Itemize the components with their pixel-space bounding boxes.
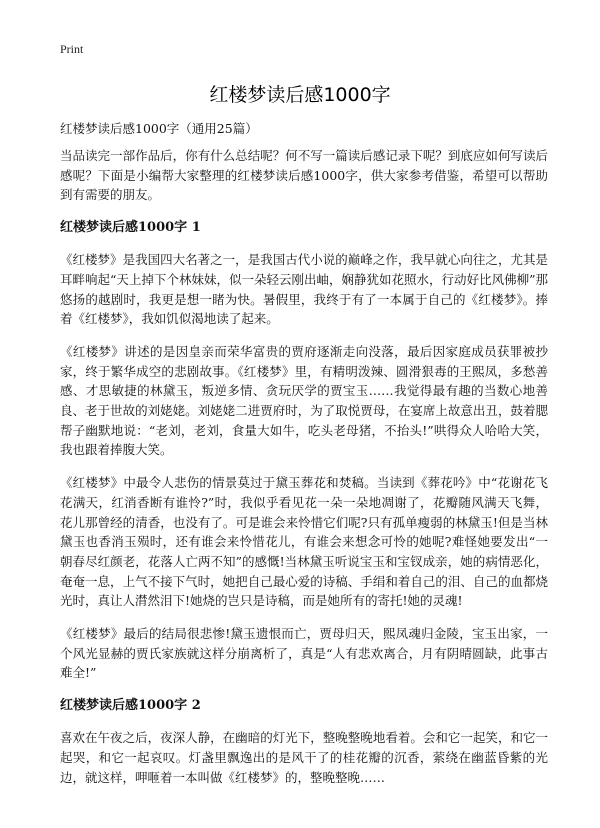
document-subtitle: 红楼梦读后感1000字（通用25篇） (60, 121, 258, 136)
essay-2-paragraph-1: 喜欢在午夜之后，夜深人静，在幽暗的灯光下，整晚整晚地看着。会和它一起笑，和它一起哭，和它一起哀叹。灯盏里飘逸出的是风干了的桂花瓣的沉香，萦绕在幽蓝昏紫的光边，就这样，呷咂着一本叫做《红楼梦》的，整晚整晚…… (60, 730, 548, 785)
essay-1-paragraph-2: 《红楼梦》讲述的是因皇亲而荣华富贵的贾府逐渐走向没落，最后因家庭成员获罪被抄家，终于繁华成空的悲剧故事。《红楼梦》里，有精明泼辣、圆滑狠毒的王熙凤，多愁善感、才思敏捷的林黛玉，叛逆多情、贪玩厌学的贾宝玉……我觉得最有趣的当数心地善良、老于世故的刘姥姥。刘姥姥二进贾府时，为了取悦贾母，在宴席上故意出丑，鼓着腮帮子幽默地说：“老刘，老刘，食量大如牛，吃头老母猪，不抬头!”哄得众人哈哈大笑，我也跟着捧腹大笑。 (60, 343, 548, 458)
essay-1-paragraph-1: 《红楼梦》是我国四大名著之一，是我国古代小说的巅峰之作，我早就心向往之，尤其是耳畔响起“天上掉下个林妹妹，似一朵轻云刚出岫，娴静犹如花照水，行动好比风佛柳”那悠扬的越剧时，我更是想一睹为快。暑假里，我终于有了一本属于自己的《红楼梦》。捧着《红楼梦》，我如饥似渴地读了起来。 (60, 252, 548, 327)
intro-paragraph: 当品读完一部作品后，你有什么总结呢？何不写一篇读后感记录下呢？到底应如何写读后感呢？下面是小编帮大家整理的红楼梦读后感1000字，供大家参考借鉴，希望可以帮助到有需要的朋友。 (60, 148, 548, 203)
essay-1-paragraph-3: 《红楼梦》中最令人悲伤的情景莫过于黛玉葬花和焚稿。当读到《葬花吟》中“花谢花飞花满天，红消香断有谁怜?”时，我似乎看见花一朵一朵地凋谢了，花瓣随风满天飞舞，花儿那曾经的清香，也没有了。可是谁会来怜惜它们呢?只有孤单瘦弱的林黛玉!但是当林黛玉也香消玉殒时，还有谁会来怜惜花儿，有谁会来想念可怜的她呢?难怪她要发出“一朝春尽红颜老，花落人亡两不知”的感慨!当林黛玉听说宝玉和宝钗成亲，她的病情恶化，奄奄一息，上气不接下气时，她把自己最心爱的诗稿、手绢和着自己的泪、自己的血都烧光时，真让人潸然泪下!她烧的岂只是诗稿，而是她所有的寄托!她的灵魂! (60, 475, 548, 609)
print-link[interactable]: Print (60, 42, 84, 56)
page-title: 红楼梦读后感1000字 (209, 84, 391, 106)
essay-2-heading: 红楼梦读后感1000字 2 (60, 698, 201, 714)
article-body (60, 146, 548, 787)
essay-1-heading: 红楼梦读后感1000字 1 (60, 220, 201, 236)
essay-1-paragraph-4: 《红楼梦》最后的结局很悲惨!黛玉遗恨而亡，贾母归天，熙凤魂归金陵，宝玉出家，一个风光显赫的贾氏家族就这样分崩离析了，真是“人有悲欢离合，月有阴晴圆缺，此事古难全!” (60, 626, 548, 681)
